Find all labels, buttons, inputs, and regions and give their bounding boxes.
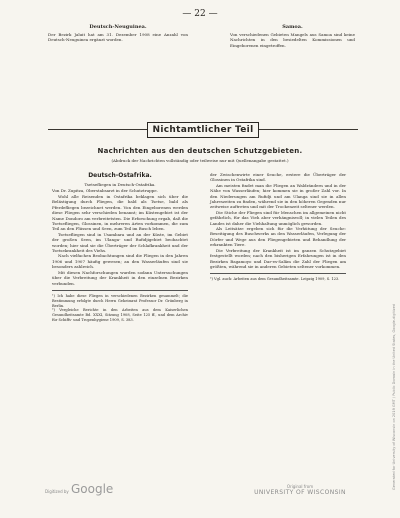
section-title: Nichtamtlicher Teil bbox=[147, 122, 259, 138]
top-left-notice bbox=[48, 24, 188, 43]
side-watermark-text: Generated for University of Wisconsin on 2019 GMT / Public Domain in the United States, Google-digitized bbox=[392, 303, 396, 490]
digitized-by-google bbox=[45, 482, 145, 502]
top-right-notice bbox=[230, 24, 355, 48]
top-right-text: Von verschiedenen Gebieten Mangels aus Samoa sind keine Nachrichten in den besiedelten Kommissionen und Eingeborenen eingetroffen. bbox=[230, 32, 355, 48]
digitized-by-label: Digitized by bbox=[45, 489, 69, 494]
subhead: (Abdruck der Nachrichten vollständig oder teilweise nur mit Quellenangabe gestattet.) bbox=[111, 158, 289, 163]
byline: Von Dr. Zupitza, Oberstabsarzt in der Schutztruppe. bbox=[52, 188, 158, 193]
right-footnotes bbox=[210, 273, 346, 282]
left-paragraph: Mit diesen Nachforschungen wurden sodann Untersuchungen über die Verbreitung der Krankheit in den einzelnen Bezirken verbunden. bbox=[52, 269, 188, 286]
footnote: ¹) Ich habe diese Fliegen in verschiedenen Bezirken gesammelt; die Bestimmung erfolgte durch Herrn Geheimrat Professor Dr. Grünberg in Berlin. bbox=[52, 293, 188, 308]
top-left-title: Deutsch-Neuguinea. bbox=[89, 24, 147, 30]
left-column bbox=[52, 172, 188, 323]
right-paragraph: Die Stiche der Fliegen sind für Menschen im allgemeinen nicht gefährlich, für das Vieh aber verhängnisvoll; in vielen Teilen des Landes ist daher die Viehhaltung unmöglich geworden. bbox=[210, 209, 346, 226]
original-institution: UNIVERSITY OF WISCONSIN bbox=[254, 489, 346, 496]
right-paragraph: Als Leitsätze ergeben sich für die Verhütung der Seuche: Beseitigung des Buschwerks an den Wasserläufen, Verlegung der Dörfer und Wege aus den Fliegengebieten und Behandlung der erkrankten Tiere. bbox=[210, 226, 346, 248]
footnote: ²) Vgl. auch: Arbeiten aus dem Gesundheitsamte. Leipzig 1909, S. 123. bbox=[210, 277, 340, 282]
right-paragraph: der Zwischenwirte einer Seuche, erstere die Überträger der Glossinen in Ostafrika sind. bbox=[210, 172, 346, 183]
right-paragraph: Am meisten findet man die Fliegen an Waldrändern und in der Nähe von Wasserläufen; hier kommen sie in großer Zahl vor. In den Niederungen am Rufidji und am Ulanga sind sie in allen Jahreszeiten zu finden, während sie in den höheren Gegenden nur zeitweise auftreten und mit der Trockenzeit seltener werden. bbox=[210, 182, 346, 210]
left-paragraph: Wohl alle Reisenden in Ostafrika beklagen sich über die Belästigung durch Fliegen, die bald als Tsetse, bald als Pferdefliegen bezeichnet werden. Von den Eingeborenen werden diese Fliegen sehr verschieden benannt; im Küstengebiet ist der Name Dondoro am verbreitetsten. Die Erforschung ergab, daß die Tsetsefliegen, Glossinen, in mehreren Arten vorkommen, die zum Teil an den Flüssen und Seen, zum Teil im Busch leben. bbox=[52, 194, 188, 232]
google-logo: Google bbox=[71, 482, 114, 496]
left-column-title: Deutsch-Ostafrika. bbox=[88, 172, 152, 179]
headline: Nachrichten aus den deutschen Schutzgebieten. bbox=[97, 147, 303, 155]
left-paragraph: Nach vielfachen Beobachtungen sind die Fliegen in den Jahren 1906 und 1907 häufig gewesen; an den Wasserläufen sind sie besonders zahlreich. bbox=[52, 253, 188, 270]
right-paragraph: Die Verbreitung der Krankheit ist im ganzen Schutzgebiet festgestellt worden; nach den bisherigen Erfahrungen ist in den Bezirken Bagamoyo und Dar-es-Salâm die Zahl der Fliegen am größten, während sie in anderen Gebieten seltener vorkommen. bbox=[210, 247, 346, 269]
left-column-subtitle: Tsetsefliegen in Deutsch-Ostafrika. bbox=[84, 182, 156, 187]
left-footnotes bbox=[52, 290, 188, 323]
footnote: ²) Vergleiche Berichte in den Arbeiten aus dem Kaiserlichen Gesundheitsamte Bd. XXXI, Sitzung 1908, Seite 125 ff., und dem Archiv für Schiffs- und Tropenhygiene 1909, S. 383. bbox=[52, 308, 188, 322]
original-from bbox=[240, 484, 360, 496]
top-left-text: Der Bezirk Jaluit hat am 31. Dezember 1908 eine Anzahl von Deutsch-Neuguinea ergänzt worden. bbox=[48, 32, 188, 43]
left-paragraph: Tsetsefliegen sind in Usambara und an der Küste, im Gebiet der großen Seen, im Ulanga- und Rufidjigebiet beobachtet worden; hier sind sie die Überträger der Schlafkrankheit und der Tsetsekrankheit des Viehs. bbox=[52, 231, 188, 254]
page-number: — 22 — bbox=[182, 9, 218, 19]
top-right-title: Samoa. bbox=[282, 24, 303, 30]
right-column bbox=[210, 172, 346, 282]
original-from-label: Original from bbox=[286, 484, 314, 489]
